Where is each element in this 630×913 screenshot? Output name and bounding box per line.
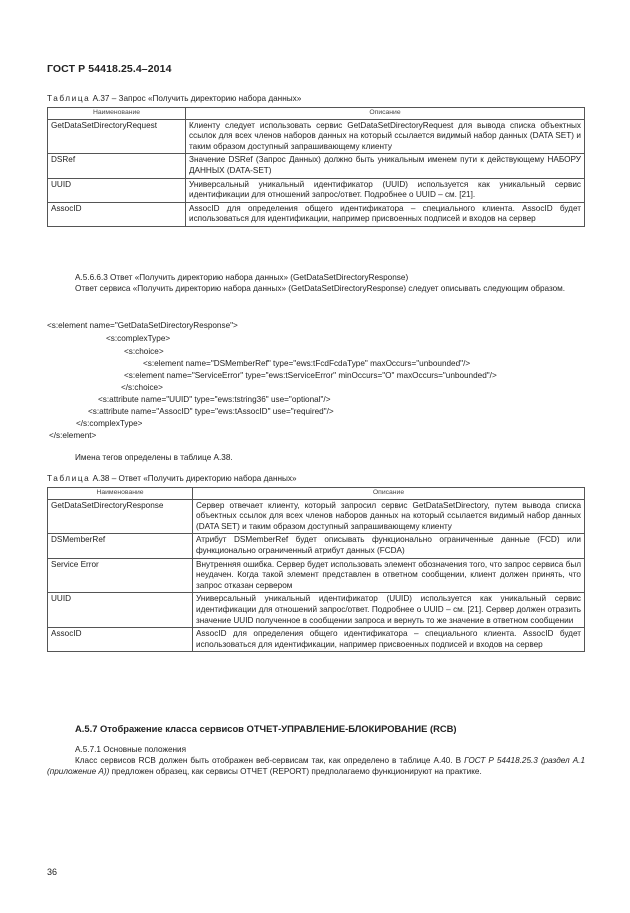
- caption-prefix: Таблица: [47, 474, 91, 483]
- section-text-part: Класс сервисов RCB должен быть отображен веб-сервисам так, как определено в таблице А.40. В: [75, 756, 465, 765]
- row-name: GetDataSetDirectoryResponse: [48, 499, 193, 534]
- tags-note: Имена тегов определены в таблице А.38.: [75, 453, 233, 462]
- table-row: [48, 628, 585, 652]
- code-line: <s:attribute name="AssocID" type="ews:tAssocID" use="required"/>: [88, 407, 334, 416]
- row-desc: AssocID для определения общего идентификатора – специального клиента. AssocID будет использоваться для идентификации, например присвоенных подписей и входов на сервер: [186, 202, 585, 226]
- row-name: Service Error: [48, 558, 193, 593]
- row-desc: Атрибут DSMemberRef будет описывать функционально ограниченные данные (FCD) или функционально ограниченный атрибут данных (FCDA): [193, 534, 585, 558]
- row-name: DSMemberRef: [48, 534, 193, 558]
- row-name: UUID: [48, 593, 193, 628]
- code-line: <s:element name="GetDataSetDirectoryResponse">: [47, 321, 238, 330]
- table-row: [48, 178, 585, 202]
- row-name: DSRef: [48, 154, 186, 178]
- table-header-row: [48, 108, 585, 120]
- table-header-row: [48, 488, 585, 500]
- row-desc: Универсальный уникальный идентификатор (UUID) используется как уникальный сервис идентификации для отношений запрос/ответ. Подробнее о UUID – см. [21].: [186, 178, 585, 202]
- code-line: </s:choice>: [121, 383, 163, 392]
- code-line: </s:element>: [49, 431, 97, 440]
- row-desc: Клиенту следует использовать сервис GetDataSetDirectoryRequest для вывода списка объектных ссылок для всех членов наборов данных на который ссылается видимый набор данных (DATA SET) и таким образом доступный запрашивающему клиенту: [186, 119, 585, 154]
- caption-text: А.37 – Запрос «Получить директорию набора данных»: [90, 94, 302, 103]
- col-desc-header: Описание: [193, 488, 585, 500]
- table-row: [48, 558, 585, 593]
- table-row: [48, 154, 585, 178]
- code-line: <s:element name="DSMemberRef" type="ews:tFcdFcdaType" maxOccurs="unbounded"/>: [143, 359, 471, 368]
- row-desc: AssocID для определения общего идентификатора – специального клиента. AssocID будет использоваться для идентификации, например присвоенных подписей и входов на сервер: [193, 628, 585, 652]
- table-row: [48, 119, 585, 154]
- section-text-part: предложен образец, как сервисы ОТЧЕТ (REPORT) предполагаемо функционируют на практике.: [109, 767, 482, 776]
- row-name: GetDataSetDirectoryRequest: [48, 119, 186, 154]
- row-desc: Универсальный уникальный идентификатор (UUID) используется как уникальный сервис идентификации для отношений запрос/ответ. Подробнее о UUID – см. [21]. Сервер должен отразить значение UUID полученное в сообщении запроса и вернуть то же значение в ответном сообщении: [193, 593, 585, 628]
- response-heading: А.5.6.6.3 Ответ «Получить директорию набора данных» (GetDataSetDirectoryResponse): [75, 273, 409, 282]
- table-a38: [47, 487, 585, 652]
- row-desc: Сервер отвечает клиенту, который запросил сервис GetDataSetDirectory, путем вывода списка объектных ссылок для всех членов наборов данных на который ссылается видимый набор данных (DATA SET) и таким образом доступный запрашивающему клиенту: [193, 499, 585, 534]
- section-title: А.5.7 Отображение класса сервисов ОТЧЕТ-УПРАВЛЕНИЕ-БЛОКИРОВАНИЕ (RCB): [75, 723, 457, 734]
- caption-text: А.38 – Ответ «Получить директорию набора данных»: [90, 474, 297, 483]
- row-name: AssocID: [48, 628, 193, 652]
- table-a37: [47, 107, 585, 227]
- code-line: </s:complexType>: [76, 419, 143, 428]
- table-row: [48, 499, 585, 534]
- row-name: AssocID: [48, 202, 186, 226]
- col-name-header: Наименование: [48, 108, 186, 120]
- table-a37-caption: [47, 94, 301, 103]
- section-body: [47, 744, 585, 777]
- subsection-title: А.5.7.1 Основные положения: [75, 745, 187, 754]
- table-row: [48, 534, 585, 558]
- table-row: [48, 593, 585, 628]
- row-desc: Внутренняя ошибка. Сервер будет использовать элемент обозначения того, что запрос сервиса был неудачен. Когда такой элемент представлен в ответном сообщении, клиент должен принять, что запрос отказан сервером: [193, 558, 585, 593]
- code-line: <s:attribute name="UUID" type="ews:tstring36" use="optional"/>: [98, 395, 331, 404]
- code-line: <s:complexType>: [106, 334, 171, 343]
- response-section: [47, 272, 585, 294]
- standard-reference: ГОСТ Р 54418.25.3 (раздел А.1 (приложение А)): [47, 756, 585, 776]
- response-text: Ответ сервиса «Получить директорию набора данных» (GetDataSetDirectoryResponse) следует описывать следующим образом.: [75, 284, 566, 293]
- col-desc-header: Описание: [186, 108, 585, 120]
- caption-prefix: Таблица: [47, 94, 91, 103]
- table-a38-caption: [47, 474, 297, 483]
- col-name-header: Наименование: [48, 488, 193, 500]
- row-desc: Значение DSRef (Запрос Данных) должно быть уникальным именем пути к действующему НАБОРУ ДАННЫХ (DATA-SET): [186, 154, 585, 178]
- document-header: ГОСТ Р 54418.25.4–2014: [47, 63, 172, 75]
- code-line: <s:choice>: [124, 347, 164, 356]
- code-line: <s:element name="ServiceError" type="ews:tServiceError" minOccurs="O" maxOccurs="unbounded"/>: [124, 371, 497, 380]
- section-text: [47, 755, 585, 777]
- table-row: [48, 202, 585, 226]
- page-number: 36: [47, 867, 58, 877]
- row-name: UUID: [48, 178, 186, 202]
